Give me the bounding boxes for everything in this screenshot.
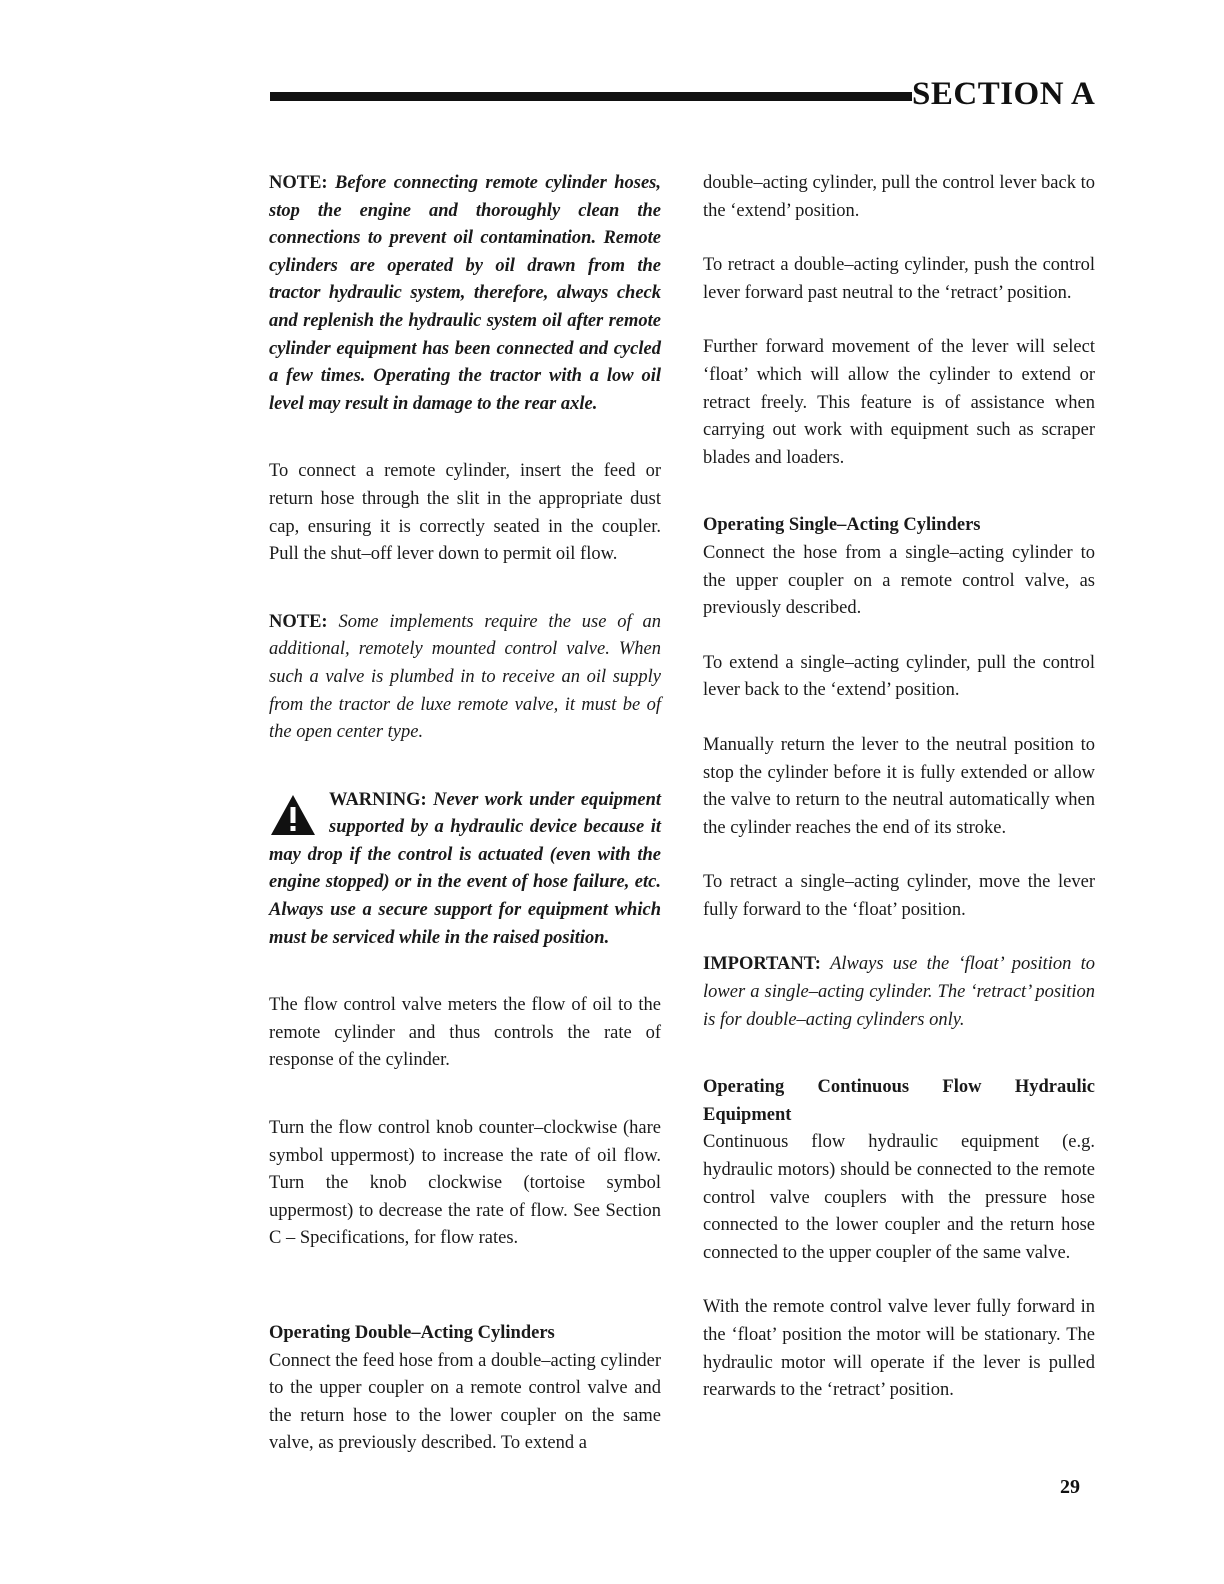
important-block — [703, 951, 1095, 1034]
paragraph-retract-single: To retract a single–acting cylinder, move the lever fully forward to the ‘float’ position. — [703, 872, 1095, 920]
paragraph-single-acting: Connect the hose from a single–acting cylinder to the upper coupler on a remote control valve, as previously described. — [703, 542, 1095, 619]
paragraph-turn-knob: Turn the flow control knob counter–clockwise (hare symbol uppermost) to increase the rate of oil flow. Turn the knob clockwise (tortoise symbol uppermost) to decrease the rate of flow. See Section C – Specifications, for flow rates. — [269, 1118, 661, 1249]
paragraph-double-acting: Connect the feed hose from a double–acting cylinder to the upper coupler on a remote control valve and the return hose to the lower coupler on the same valve, as previously described. To extend a — [269, 1350, 661, 1454]
right-column — [703, 170, 1095, 1405]
paragraph-flow-control: The flow control valve meters the flow of oil to the remote cylinder and thus controls the rate of response of the cylinder. — [269, 995, 661, 1071]
note-implements — [269, 609, 661, 747]
heading-continuous-flow: Operating Continuous Flow Hydraulic Equipment — [703, 1077, 1095, 1125]
heading-double-acting: Operating Double–Acting Cylinders — [269, 1323, 555, 1343]
paragraph-retract-double: To retract a double–acting cylinder, push the control lever forward past neutral to the ‘retract’ position. — [703, 255, 1095, 303]
page-number: 29 — [1060, 1476, 1080, 1498]
paragraph-extend-single: To extend a single–acting cylinder, pull the control lever back to the ‘extend’ position. — [703, 652, 1095, 701]
paragraph-connect-cylinder: To connect a remote cylinder, insert the feed or return hose through the slit in the appropriate dust cap, ensuring it is correctly seated in the coupler. Pull the shut–off lever down to permit oil flow. — [269, 461, 661, 565]
note-before-connecting — [269, 170, 661, 418]
note-label: NOTE: — [269, 173, 328, 193]
left-column — [269, 170, 661, 1458]
important-text: Always use the ‘float’ position to lower a single–acting cylinder. The ‘retract’ position is for double–acting cylinders only. — [703, 954, 1095, 1030]
paragraph-continuous-flow: Continuous flow hydraulic equipment (e.g. hydraulic motors) should be connected to the remote control valve couplers with the pressure hose connected to the lower coupler and the return hose connected to the upper coupler of the same valve. — [703, 1132, 1095, 1263]
important-label: IMPORTANT: — [703, 954, 821, 975]
note-text: Some implements require the use of an additional, remotely mounted control valve. When such a valve is plumbed in to receive an oil supply from the tractor de luxe remote valve, it must be of the open center type. — [269, 611, 662, 743]
note-text: Before connecting remote cylinder hoses, stop the engine and thoroughly clean the connections to prevent oil contamination. Remote cylinders are operated by oil drawn from the tractor hydraulic system, therefore, always check and replenish the hydraulic system oil after remote cylinder equipment has been connected and cycled a few times. Operating the tractor with a low oil level may result in damage to the rear axle. — [269, 173, 662, 414]
warning-label: WARNING: — [329, 789, 427, 810]
warning-block — [269, 787, 661, 953]
paragraph-motor: With the remote control valve lever fully forward in the ‘float’ position the motor will be stationary. The hydraulic motor will operate if the lever is pulled rearwards to the ‘retract’ position. — [703, 1297, 1095, 1401]
paragraph-float: Further forward movement of the lever will select ‘float’ which will allow the cylinder to extend or retract freely. This feature is of assistance when carrying out work with equipment such as scraper blades and loaders. — [703, 337, 1095, 468]
paragraph-double-acting-continued: double–acting cylinder, pull the control lever back to the ‘extend’ position. — [703, 173, 1095, 221]
warning-triangle-icon — [269, 791, 317, 839]
warning-text: Never work under equipment supported by a hydraulic device because it may drop if the control is actuated (even with the engine stopped) or in the event of hose failure, etc. Always use a secure support for equipment which must be serviced while in the raised position. — [269, 789, 662, 948]
section-title: SECTION A — [912, 76, 1096, 112]
header-rule — [270, 92, 912, 101]
paragraph-manual-return: Manually return the lever to the neutral position to stop the cylinder before it is fully extended or allow the valve to return to the neutral automatically when the cylinder reaches the end of its stroke. — [703, 734, 1095, 838]
heading-single-acting: Operating Single–Acting Cylinders — [703, 515, 981, 536]
note-label: NOTE: — [269, 611, 328, 632]
